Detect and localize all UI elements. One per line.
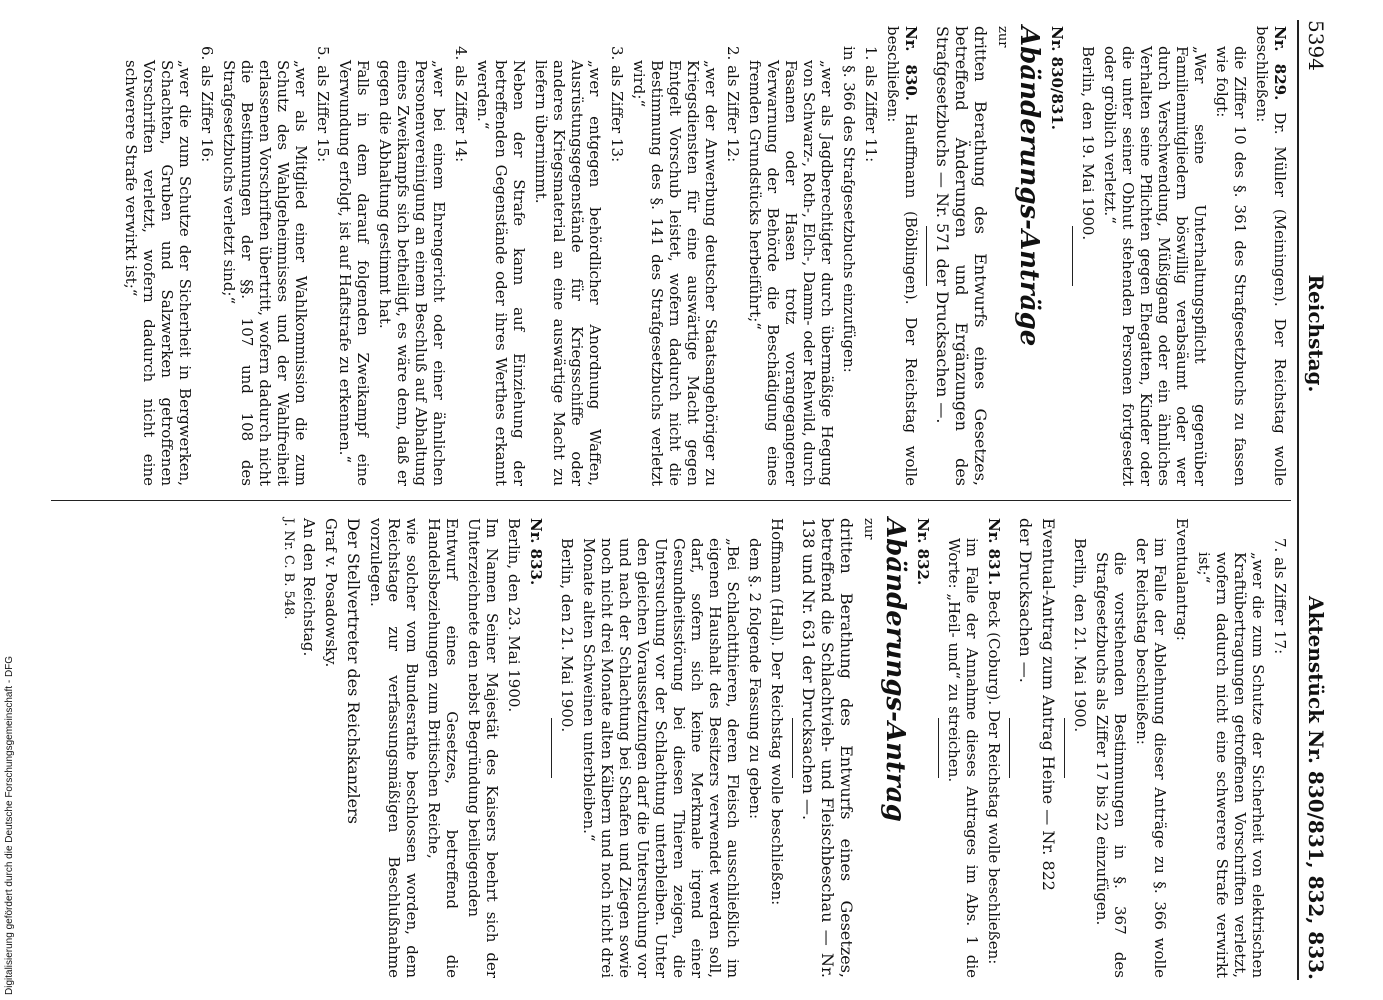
separator-rule: [926, 226, 927, 286]
nr830-item3-tail: Neben der Strafe kann auf Einziehung der betreffenden Gegenstände oder ihres Werthes erkannt werden.“: [474, 60, 528, 486]
nr830-item1-quote: „wer als Jagdberechtigter durch übermäßige Hegung von Schwarz-, Roth-, Elch-, Damm- oder Rehwild, durch Fasanen oder Hasen trotz vorangegangener Verwarnung der Behörde die Beschädigung eines fremden Grundstücks herbeiführt;“: [746, 60, 836, 486]
left-column: [118, 26, 1289, 486]
nr832-sub2: dem §. 2 folgende Fassung zu geben:: [746, 538, 764, 820]
dfg-credit: [2, 600, 16, 995]
nr830-item4-quote: „wer bei einem Ehrengericht oder einer ähnlichen Personenvereinigung an einem Beschluß auf Abhaltung eines Zweikampfs sich betheiligt, es wäre denn, daß er gegen die Abhaltung gestimmt hat.: [376, 60, 448, 486]
nr830-item5-quote: „wer als Mitglied einer Wahlkommission die zum Schutz des Wahlgeheimnisses und der Wahlfreiheit erlassenen Vorschriften übertritt, wofern dadurch nicht die Bestimmungen der §§. 107 und 108 des Strafgesetzbuchs verletzt sind;“: [220, 60, 310, 486]
nr830-item2-quote: „wer der Anwerbung deutscher Staatsangehöriger zu Kriegsdiensten für eine auswärtige Macht gegen Entgelt Vorschub leistet, wofern dadurch nicht die Bestimmung des §. 141 des Strafgesetzbuchs verletzt wird;“: [630, 60, 720, 486]
reference-number: J. Nr. C. B. 548.: [281, 518, 296, 620]
document-title: Aktenstück Nr. 830/831, 832, 833.: [1304, 596, 1328, 980]
separator-rule: [792, 718, 793, 778]
nr830-831-subtitle: dritten Berathung des Entwurfs eines Gesetzes, betreffend Änderungen und Ergänzungen des Strafgesetzbuchs — Nr. 571 der Drucksachen —.: [933, 26, 990, 486]
nr830-text: Hauffmann (Böblingen). Der Reichstag wolle beschließen:: [884, 26, 920, 486]
eventual-text2: die vorstehenden Bestimmungen in §. 367 des Strafgesetzbuchs als Ziffer 17 bis 22 einzufügen.: [1093, 552, 1129, 978]
separator-rule: [1072, 226, 1073, 286]
nr832-heading: Nr. 832.: [914, 518, 932, 586]
eventual-head: Eventualantrag:: [1173, 518, 1191, 641]
nr831-text: Beck (Coburg). Der Reichstag wolle beschließen:: [985, 590, 1003, 965]
nr832-text: Hoffmann (Hall). Der Reichstag wolle beschließen:: [768, 518, 786, 906]
nr830-item2-head: 2. als Ziffer 12:: [724, 46, 742, 163]
nr832-subtitle: dritten Berathung des Entwurfs eines Gesetzes, betreffend die Schlachtvieh- und Fleischbeschau — Nr. 138 und Nr. 631 der Drucksachen —.: [799, 518, 856, 978]
nr830-lead: Nr. 830.: [902, 26, 920, 102]
nr829-date: Berlin, den 19. Mai 1900.: [1079, 46, 1097, 241]
eventual-title-1: Eventual-Antrag zum Antrag Heine — Nr. 822: [1039, 518, 1058, 891]
nr832-big-title: Abänderungs-Antrag: [880, 518, 910, 822]
nr833-text3: wie solcher vom Bundesrathe beschlossen worden, dem Reichstage zur verfassungsmäßigen Beschlußnahme vorzulegen.: [367, 518, 421, 978]
item7-quote: „wer die zum Schutze der Sicherheit von elektrischen Kraftübertragungen getroffenen Vorschriften verletzt, wofern dadurch nicht eine schwerere Strafe verwirkt ist;“: [1195, 552, 1267, 978]
nr833-text2: Entwurf eines Gesetzes, betreffend die Handelsbeziehungen zum Britischen Reiche,: [425, 518, 461, 978]
separator-rule: [551, 718, 552, 778]
separator-rule: [1009, 718, 1010, 778]
nr829-line2: die Ziffer 10 des §. 361 des Strafgesetzbuchs zu fassen wie folgt:: [1213, 46, 1249, 486]
nr830-831-zur: zur: [995, 26, 1010, 48]
signature-name: Graf v. Posadowsky.: [322, 518, 340, 668]
dfg-credit-text: Digitalisierung gefördert durch die Deutsche Forschungsgemeinschaft - DFG: [4, 655, 15, 995]
date-2: Berlin, den 21. Mai 1900.: [558, 538, 576, 733]
date-3: Berlin, den 23. Mai 1900.: [505, 518, 523, 713]
nr832-quote: „Bei Schlachtthieren, deren Fleisch ausschließlich im eigenen Haushalt des Besitzers verwendet werden soll, darf, sofern sich keine Merkmale irgend einer Gesundheitsstörung bei diesen Thieren zeigen, die Untersuchung vor der Schlachtung unterbleiben. Unter den gleichen Voraussetzungen darf die Untersuchung vor und nach der Schlachtung bei Schafen und Ziegen sowie noch nicht drei Monate alten Kälbern und noch nicht drei Monate alten Schweinen unterbleiben.“: [580, 538, 742, 978]
nr829-quote: „Wer seine Unterhaltungspflicht gegenüber Familienmitgliedern böswillig verabsäumt oder wer durch Verschwendung, Müßiggang oder ein ähnliches Verhalten seine Pflichten gegen Ehegatten, Kinder oder die unter seiner Obhut stehenden Personen fortgesetzt oder gröblich verletzt.“: [1101, 46, 1209, 486]
nr830-item3-head: 3. als Ziffer 13:: [608, 46, 626, 163]
signature-title: Der Stellvertreter des Reichskanzlers: [344, 518, 363, 824]
addressee: An den Reichstag.: [300, 518, 318, 657]
nr832-zur: zur: [861, 518, 876, 540]
page-number: 5394: [1304, 20, 1328, 71]
nr830-item1-sub: in §. 366 des Strafgesetzbuchs einzufügen:: [840, 46, 858, 373]
nr830-item4-head: 4. als Ziffer 14:: [452, 46, 470, 163]
separator-rule: [938, 718, 939, 778]
nr830-item1-head: 1. als Ziffer 11:: [862, 46, 880, 163]
nr833-text: Im Namen Seiner Majestät des Kaisers beehrt sich der Unterzeichnete den nebst Begründung beiliegenden: [465, 518, 501, 978]
header-rule: [1297, 20, 1299, 980]
column-divider: [51, 500, 1291, 501]
nr830-item6-quote: „wer die zum Schutze der Sicherheit in Bergwerken, Schachten, Gruben und Salzwerken getroffenen Vorschriften verletzt, wofern dadurch nicht eine schwerere Strafe verwirkt ist;“: [122, 60, 194, 486]
journal-name: Reichstag.: [1304, 274, 1328, 393]
nr830-item6-head: 6. als Ziffer 16:: [198, 46, 216, 163]
separator-rule: [1064, 718, 1065, 778]
document-page: [41, 0, 1341, 1000]
nr829-lead: Nr. 829.: [1271, 26, 1289, 101]
right-column: [276, 518, 1289, 978]
page-header: [1301, 20, 1331, 980]
nr830-831-heading: Nr. 830/831.: [1048, 26, 1066, 131]
nr833-heading: Nr. 833.: [527, 518, 545, 586]
nr830-item4-tail: Falls in dem darauf folgenden Zweikampf eine Verwundung erfolgt, ist auf Haftstrafe zu erkennen.“: [336, 60, 372, 486]
date-1: Berlin, den 21. Mai 1900.: [1071, 538, 1089, 733]
nr830-item5-head: 5. als Ziffer 15:: [314, 46, 332, 163]
nr830-831-big-title: Abänderungs-Anträge: [1014, 26, 1044, 347]
item7-head: 7. als Ziffer 17:: [1271, 538, 1289, 655]
nr831-lead: Nr. 831.: [985, 518, 1003, 586]
nr830-item3-quote: „wer entgegen behördlicher Anordnung Waffen, Ausrüstungsgegenstände für Kriegsschiffe oder anderes Kriegsmaterial an eine auswärtige Macht zu liefern übernimmt.: [532, 60, 604, 486]
nr831-quote: im Falle der Annahme dieses Antrages im Abs. 1 die Worte: „Heil- und“ zu streichen.: [945, 538, 981, 978]
eventual-title-2: der Drucksachen —.: [1016, 518, 1035, 683]
eventual-text: im Falle der Ablehnung dieser Anträge zu §. 366 wolle der Reichstag beschließen:: [1133, 538, 1169, 978]
nr829-line1: Dr. Müller (Meiningen). Der Reichstag wolle beschließen:: [1253, 26, 1289, 486]
